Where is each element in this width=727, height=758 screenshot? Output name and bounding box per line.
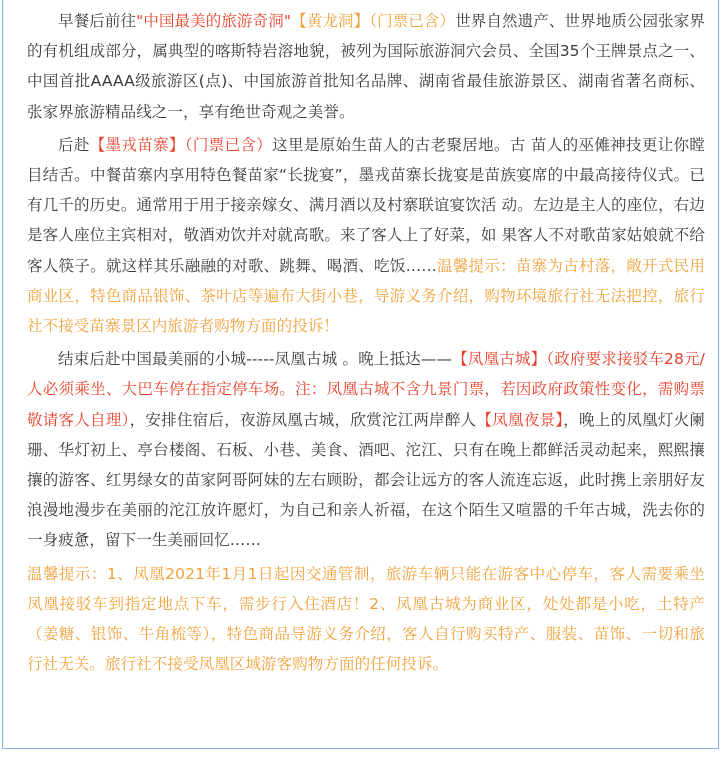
paragraph-fenghuang-ancient-town [27,344,705,555]
highlight-attraction: 【凤凰古城】（政府要求接驳车28元/人必须乘坐、大巴车停在指定停车场。注：凤凰古城不含九景门票，若因政府政策性变化，需购票敬请客人自理） [27,350,705,429]
text-segment: 早餐后前往 [58,12,137,30]
highlight-attraction: 【黄龙洞】（门票已含） [291,12,456,30]
text-segment: 后赴 [58,135,90,154]
text-segment: 世界自然遗产、世界地质公园张家界的有机组成部分，属典型的喀斯特岩溶地貌，被列为国际旅游洞穴会员、全国35个王牌景点之一、中国首批AAAA级旅游区(点)、中国旅游首批知名品牌、湖南省最佳旅游景区、湖南省著名商标、张家界旅游精品线之一，享有绝世奇观之美誉。 [27,12,705,121]
highlight-title: "中国最美的旅游奇洞" [136,12,292,30]
text-segment: ，晚上的凤凰灯火阑珊、华灯初上、亭台楼阁、石板、小巷、美食、酒吧、沱江、只有在晚上都鲜活灵动起来，熙熙攘攘的游客、红男绿女的苗家阿哥阿妹的左右顾盼，都会让远方的客人流连忘返，此时携上亲朋好友浪漫地漫步在美丽的沱江放许愿灯，为自己和亲人祈福，在这个陌生又喧嚣的千年古城，洗去你的一身疲惫，留下一生美丽回忆…… [27,410,705,550]
highlight-attraction: 【墨戎苗寨】（门票已含） [89,135,273,154]
text-segment: ，安排住宿后，夜游凤凰古城，欣赏沱江两岸醉人 [129,410,477,429]
warm-tip-fenghuang: 温馨提示：1、凤凰2021年1月1日起因交通管制，旅游车辆只能在游客中心停车，客人需要乘坐凤凰接驳车到指定地点下车，需步行入住酒店！2、凤凰古城为商业区，处处都是小吃，土特产（姜糖、银饰、牛角梳等），特色商品导游义务介绍，客人自行购买特产、服装、苗饰、一切和旅行社无关。旅行社不接受凤凰区域游客购物方面的任何投诉。 [27,564,705,674]
text-segment: 结束后赴中国最美丽的小城-----凤凰古城 。晚上抵达—— [58,350,453,369]
text-segment: 这里是原始生苗人的古老聚居地。古 苗人的巫傩神技更让你瞠目结舌。中餐苗寨内享用特色餐苗家“长拢宴”，墨戎苗寨长拢宴是苗族宴席的中最高接待仪式。已有几千的历史。通常用于用于接亲嫁女、满月酒以及村寨联谊宴饮活 动。左边是主人的座位，右边是客人座位主宾相对，敬酒劝饮并对就高歌。来了客人上了好菜，如 果客人不对歌苗家姑娘就不给客人筷子。就这样其乐融融的对歌、跳舞、喝酒、吃饭…… [27,135,706,275]
itinerary-content [27,6,705,682]
paragraph-morong-miao-village [27,130,705,341]
highlight-attraction: 【凤凰夜景】 [476,410,564,429]
warm-tip: 温馨提示：苗寨为古村落，敞开式民用商业区，特色商品银饰、茶叶店等遍布大街小巷，导游义务介绍，购物环境旅行社无法把控，旅行社不接受苗寨景区内旅游者购物方面的投诉！ [27,256,705,336]
paragraph-huanglong-cave [27,6,705,127]
itinerary-panel [2,0,719,749]
